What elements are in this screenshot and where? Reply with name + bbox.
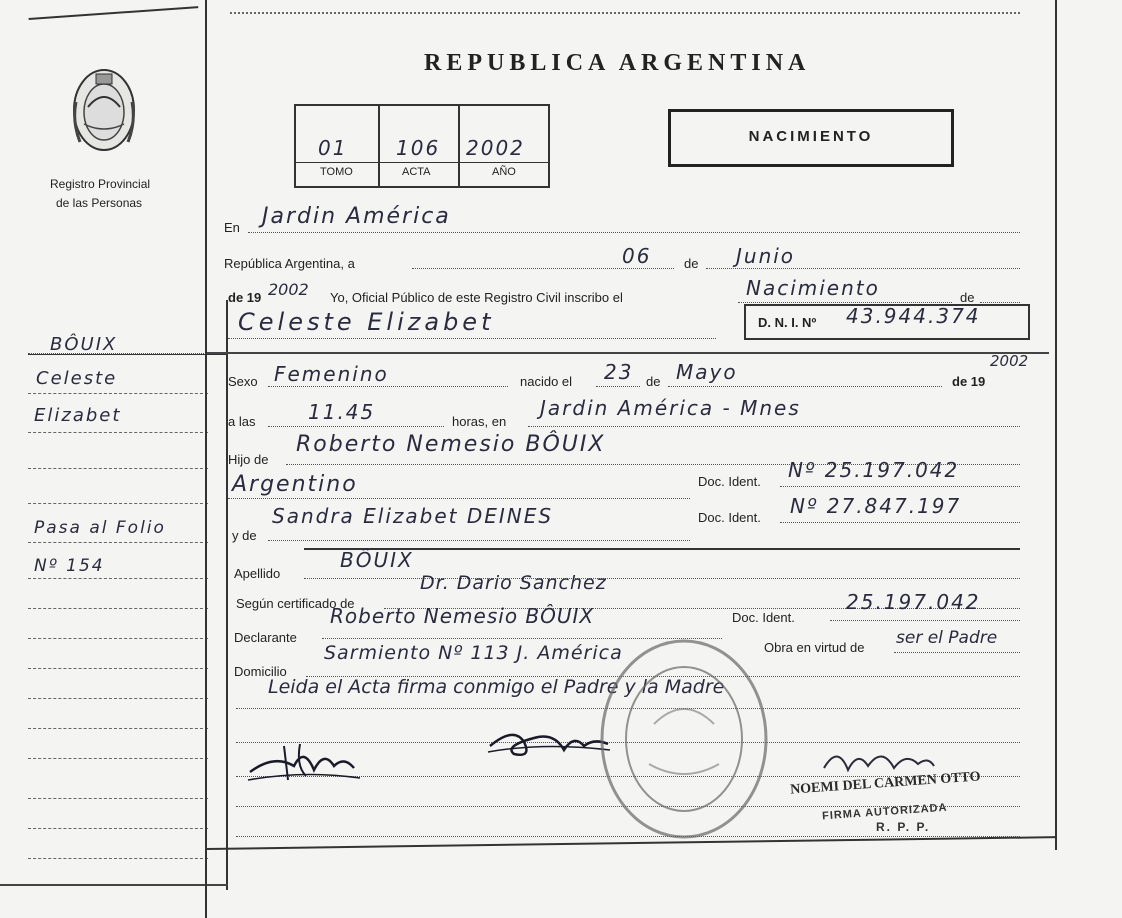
declarant-doc: 25.197.042: [846, 590, 981, 614]
de-label: de: [684, 256, 699, 271]
acta-value: 106: [396, 136, 441, 160]
child-name-line: [228, 338, 716, 339]
birth-month-line: [668, 386, 942, 387]
declarant-doc-line: [830, 620, 1020, 621]
section-divider: [207, 352, 1049, 354]
tomo-label: TOMO: [320, 166, 353, 178]
official-text: Yo, Oficial Público de este Registro Civil inscribo el: [330, 290, 623, 305]
year-prefix: de 19: [228, 290, 262, 305]
stub-line: [28, 468, 208, 469]
event-line: [738, 302, 952, 303]
stub-folio-label: Pasa al Folio: [34, 518, 166, 538]
stub-line: [28, 728, 208, 729]
father-name: Roberto Nemesio BÔUIX: [296, 432, 606, 457]
stub-line: [28, 608, 208, 609]
stub-name-1: Celeste: [36, 368, 118, 389]
stub-line: [28, 432, 208, 433]
official-title: FIRMA AUTORIZADA: [821, 801, 948, 823]
tomo-value: 01: [318, 136, 348, 160]
official-name: NOEMI DEL CARMEN OTTO: [789, 769, 981, 798]
en-label: En: [224, 220, 240, 235]
stub-line: [28, 698, 208, 699]
capacity-value: ser el Padre: [896, 628, 998, 648]
form-top-border: [230, 12, 1020, 14]
day-line: [412, 268, 674, 269]
record-type: NACIMIENTO: [748, 128, 874, 145]
y-de-label: y de: [232, 528, 257, 543]
registration-box: [294, 104, 550, 188]
a-las-label: a las: [228, 414, 256, 429]
stub-line: [28, 393, 208, 394]
mother-line: [268, 540, 690, 541]
dni-box: [744, 304, 1030, 340]
stub-line: [28, 798, 208, 799]
registry-line-1: Registro Provincial: [50, 177, 151, 191]
birth-day: 23: [604, 360, 634, 384]
mother-signature: [244, 736, 364, 786]
birth-day-line: [596, 386, 640, 387]
capacity-line: [894, 652, 1020, 653]
child-name: Celeste Elizabet: [238, 308, 495, 336]
father-doc: Nº 25.197.042: [788, 458, 960, 482]
year-hand: 2002: [268, 280, 309, 299]
sexo-label: Sexo: [228, 374, 258, 389]
father-doc-line: [780, 486, 1020, 487]
registry-seal-stamp: [594, 634, 774, 844]
address-value: Sarmiento Nº 113 J. América: [324, 642, 623, 664]
stub-line: [28, 503, 208, 504]
mother-doc-label: Doc. Ident.: [698, 510, 761, 525]
republica-label: República Argentina, a: [224, 256, 355, 271]
day-value: 06: [622, 244, 652, 268]
father-nationality: Argentino: [232, 472, 358, 497]
stub-bottom-line: [0, 884, 228, 886]
stub-line: [28, 668, 208, 669]
de-label-3: de: [646, 374, 661, 389]
form-right-border: [1055, 0, 1057, 850]
declarant-doc-label: Doc. Ident.: [732, 610, 795, 625]
registry-line-2: de las Personas: [56, 196, 143, 210]
surname-line: [304, 578, 1020, 579]
form-left-border: [205, 0, 207, 918]
country-title: REPUBLICA ARGENTINA: [424, 50, 811, 76]
reading-note: Leida el Acta firma conmigo el Padre y la Madre: [268, 676, 725, 698]
month-value: Junio: [736, 244, 796, 268]
dni-label: D. N. I. Nº: [758, 315, 817, 330]
mother-doc: Nº 27.847.197: [790, 494, 962, 518]
birth-month: Mayo: [676, 360, 738, 384]
birth-place: Jardin América - Mnes: [540, 396, 801, 420]
official-office: R. P. P.: [876, 820, 931, 834]
ano-value: 2002: [466, 136, 525, 160]
place-value: Jardin América: [262, 204, 451, 229]
de-line: [980, 302, 1020, 303]
horas-label: horas, en: [452, 414, 507, 429]
stub-surname: BÔUIX: [50, 334, 118, 355]
declarante-label: Declarante: [234, 630, 297, 645]
mother-name: Sandra Elizabet DEINES: [272, 504, 554, 528]
month-line: [706, 268, 1020, 269]
birth-place-line: [528, 426, 1020, 427]
stub-line: [28, 758, 208, 759]
father-doc-label: Doc. Ident.: [698, 474, 761, 489]
stub-line: [28, 828, 208, 829]
domicilio-label: Domicilio: [234, 664, 287, 679]
stub-line: [28, 638, 208, 639]
obra-label: Obra en virtud de: [764, 640, 865, 655]
acta-label: ACTA: [402, 166, 431, 178]
stub-line: [28, 542, 208, 543]
provincial-seal-icon: [66, 62, 142, 162]
de-label-2: de: [960, 290, 975, 305]
stub-line: [28, 578, 208, 579]
nacido-label: nacido el: [520, 374, 573, 389]
certificate-by: Dr. Dario Sanchez: [420, 572, 607, 594]
year-label: de 19: [952, 374, 986, 389]
hijo-label: Hijo de: [228, 452, 269, 467]
ano-label: AÑO: [492, 166, 516, 178]
sex-line: [268, 386, 508, 387]
mother-doc-line: [780, 522, 1020, 523]
place-line: [248, 232, 1020, 233]
dni-value: 43.944.374: [846, 304, 981, 328]
apellido-label: Apellido: [234, 566, 281, 581]
father-nationality-line: [228, 498, 690, 499]
stub-folio-number: Nº 154: [34, 556, 105, 576]
surname-value: BÔUIX: [340, 548, 414, 572]
sex-value: Femenino: [274, 362, 389, 386]
birth-time: 11.45: [308, 400, 376, 424]
declarant-name: Roberto Nemesio BÔUIX: [330, 604, 595, 628]
time-line: [268, 426, 444, 427]
record-type-box: [668, 109, 954, 167]
segun-label: Según certificado de: [236, 596, 355, 611]
stub-line: [28, 858, 208, 859]
event-type: Nacimiento: [746, 276, 880, 300]
birth-year: 2002: [990, 352, 1029, 370]
stub-name-2: Elizabet: [34, 405, 122, 426]
